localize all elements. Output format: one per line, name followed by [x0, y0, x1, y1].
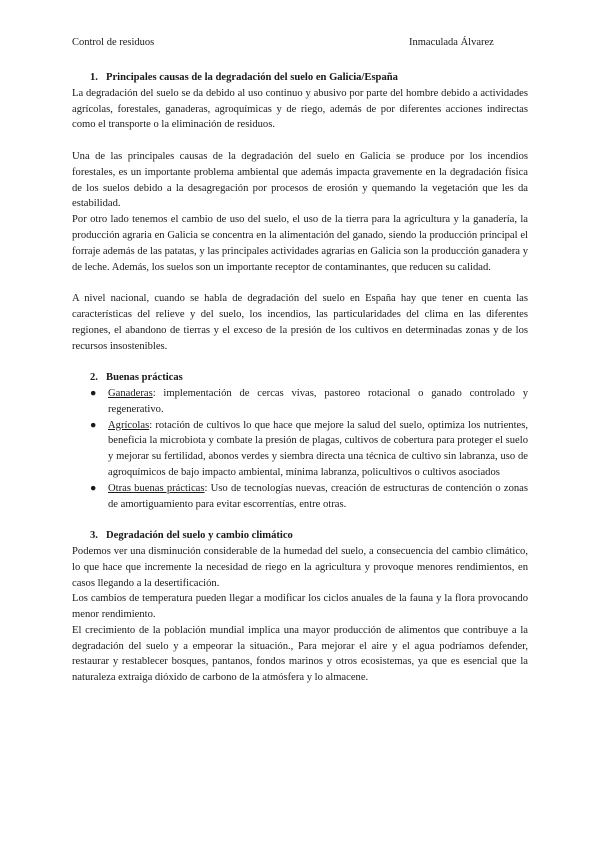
bullet-icon: ●	[90, 482, 97, 494]
paragraph: La degradación del suelo se da debido al uso continuo y abusivo por parte del hombre debido a actividades agrícolas, forestales, ganaderas, agroquímicas y de riego, además de por diferentes acciones indirectas como el transporte o la eliminación de residuos.	[72, 87, 528, 131]
section-title: Degradación del suelo y cambio climático	[106, 530, 293, 542]
section-number: 1.	[90, 72, 98, 83]
document-body	[72, 70, 528, 686]
paragraph: Por otro lado tenemos el cambio de uso del suelo, el uso de la tierra para la agricultura y la ganadería, la producción agraria en Galicia se concentra en la alimentación del ganado, siendo la producción principal el forraje además de las patatas, y las principales actividades agrarias en Galicia son la producción ganadera y de leche. Además, los suelos son un importante receptor de contaminantes, que reducen su calidad.	[72, 214, 528, 273]
paragraph: El crecimiento de la población mundial implica una mayor producción de alimentos que contribuye a la degradación del suelo y a empeorar la situación., Para mejorar el aire y el agua podríamos defender, restaurar y restablecer bosques, pantanos, fondos marinos y otros ecosistemas, ya que es esencial que la naturaleza extraiga dióxido de carbono de la atmósfera y lo almacene.	[72, 624, 528, 684]
header-course-title: Control de residuos	[72, 37, 155, 48]
paragraph: Podemos ver una disminución considerable de la humedad del suelo, a consecuencia del cambio climático, lo que hace que incremente la necesidad de riego en la agricultura y provoque menores rendimientos, en casos llegando a la desertificación.	[72, 545, 528, 589]
bullet-text: : Uso de tecnologías nuevas, creación de estructuras de contención o zonas de amortiguamiento para evitar escorrentías, entre otras.	[108, 482, 528, 510]
bullet-text: : implementación de cercas vivas, pastoreo rotacional o ganado controlado y regenerativo.	[108, 387, 528, 415]
paragraph: Una de las principales causas de la degradación del suelo en Galicia se produce por los incendios forestales, es un importante problema ambiental que además impacta gravemente en la degradación física de los suelos debido a la desagregación por procesos de erosión y quemando la vegetación que les da estabilidad.	[72, 150, 528, 210]
header-author: Inmaculada Álvarez	[409, 37, 494, 48]
bullet-list	[72, 386, 528, 512]
section-number: 3.	[90, 530, 98, 542]
section-number: 2.	[90, 372, 98, 384]
bullet-icon: ●	[90, 387, 97, 399]
section-title: Principales causas de la degradación del suelo en Galicia/España	[106, 72, 398, 83]
list-item	[72, 418, 528, 481]
bullet-term: Otras buenas prácticas	[108, 482, 205, 494]
bullet-icon: ●	[90, 419, 97, 431]
section-1-heading	[72, 70, 528, 86]
bullet-term: Ganaderas	[108, 387, 153, 399]
bullet-text: : rotación de cultivos lo que hace que mejore la salud del suelo, optimiza los nutrientes, beneficia la microbiota y combate la presión de plagas, cultivos de cobertura para proteger el suelo y mejorar su fertilidad, abonos verdes y siembra directa una técnica de cultivo sin labranza, uso de agroquímicos de bajo impacto ambiental, mínima labranza, policultivos o cultivos asociados	[108, 419, 528, 478]
paragraph: Los cambios de temperatura pueden llegar a modificar los ciclos anuales de la fauna y la flora provocando menor rendimiento.	[72, 593, 528, 621]
list-item	[72, 481, 528, 513]
section-2-heading	[72, 370, 528, 386]
section-title: Buenas prácticas	[106, 372, 183, 384]
paragraph: A nivel nacional, cuando se habla de degradación del suelo en España hay que tener en cuenta las características del relieve y del suelo, los incendios, las particularidades del clima en las diferentes regiones, el abandono de tierras y el exceso de la presión de los cultivos en determinadas zonas y de los recursos insostenibles.	[72, 293, 528, 352]
section-3-heading	[72, 528, 528, 544]
list-item	[72, 386, 528, 418]
bullet-term: Agrícolas	[108, 419, 150, 431]
